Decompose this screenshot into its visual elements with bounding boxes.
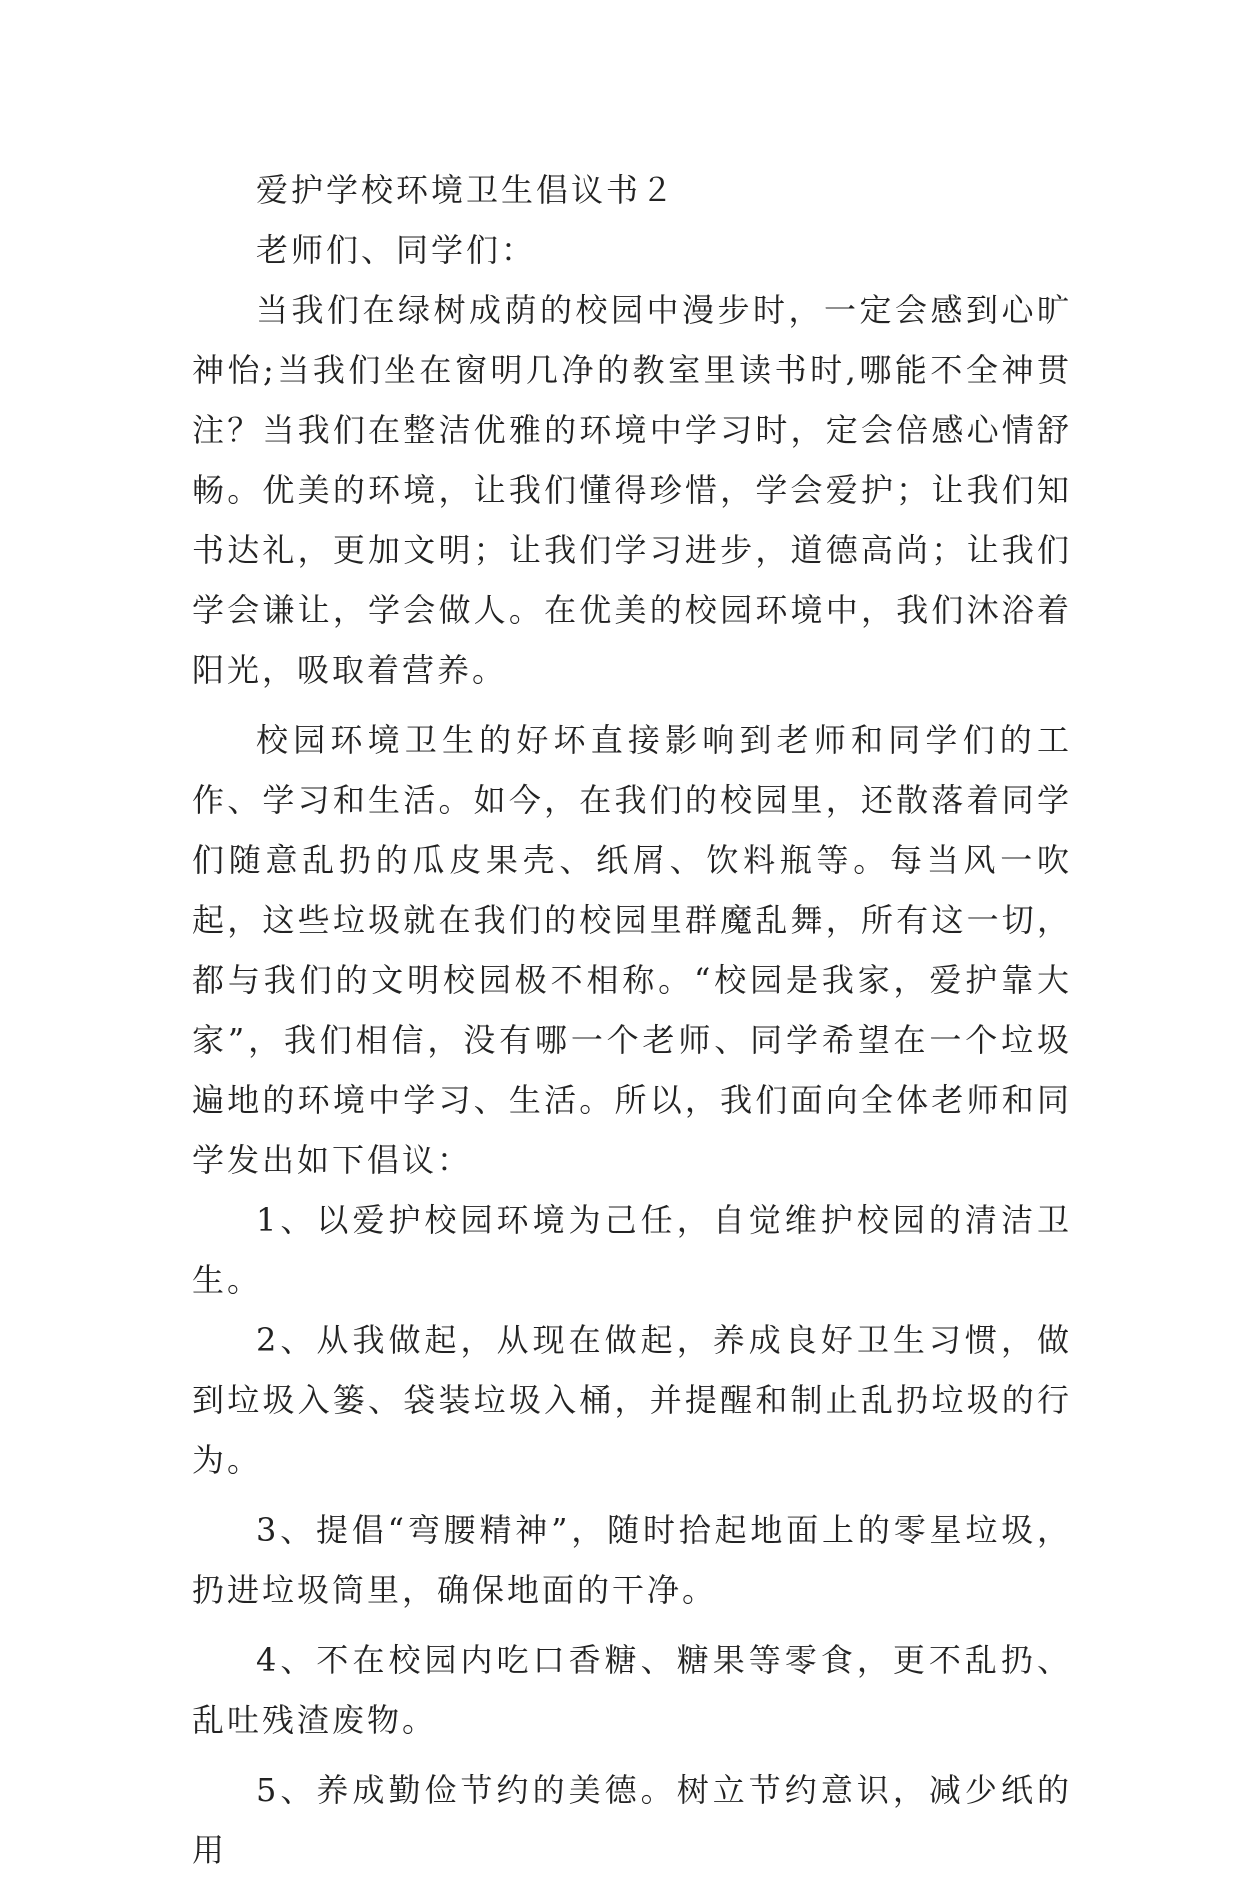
paragraph-situation: 校园环境卫生的好坏直接影响到老师和同学们的工作、学习和生活。如今，在我们的校园里，还散落着同学们随意乱扔的瓜皮果壳、纸屑、饮料瓶等。每当风一吹起，这些垃圾就在我们的校园里群魔乱舞，所有这一切，都与我们的文明校园极不相称。“校园是我家，爱护靠大家”，我们相信，没有哪一个老师、同学希望在一个垃圾遍地的环境中学习、生活。所以，我们面向全体老师和同学发出如下倡议：: [192, 721, 1072, 1179]
proposal-item-2: 2、从我做起，从现在做起，养成良好卫生习惯，做到垃圾入篓、袋装垃圾入桶，并提醒和制止乱扔垃圾的行为。: [192, 1321, 1072, 1479]
proposal-item-3: 3、提倡“弯腰精神”，随时拾起地面上的零星垃圾，扔进垃圾筒里，确保地面的干净。: [192, 1511, 1072, 1609]
document-body: [192, 160, 1072, 1880]
proposal-item-5: 5、养成勤俭节约的美德。树立节约意识，减少纸的用: [192, 1771, 1072, 1869]
salutation: 老师们、同学们：: [256, 231, 537, 269]
document-title: 爱护学校环境卫生倡议书２: [256, 171, 677, 209]
proposal-item-4: 4、不在校园内吃口香糖、糖果等零食，更不乱扔、乱吐残渣废物。: [192, 1641, 1072, 1739]
proposal-item-1: 1、以爱护校园环境为己任，自觉维护校园的清洁卫生。: [192, 1201, 1072, 1299]
paragraph-intro: 当我们在绿树成荫的校园中漫步时，一定会感到心旷神怡;当我们坐在窗明几净的教室里读书时,哪能不全神贯注？当我们在整洁优雅的环境中学习时，定会倍感心情舒畅。优美的环境，让我们懂得珍惜，学会爱护；让我们知书达礼，更加文明；让我们学习进步，道德高尚；让我们学会谦让，学会做人。在优美的校园环境中，我们沐浴着阳光，吸取着营养。: [192, 291, 1072, 689]
